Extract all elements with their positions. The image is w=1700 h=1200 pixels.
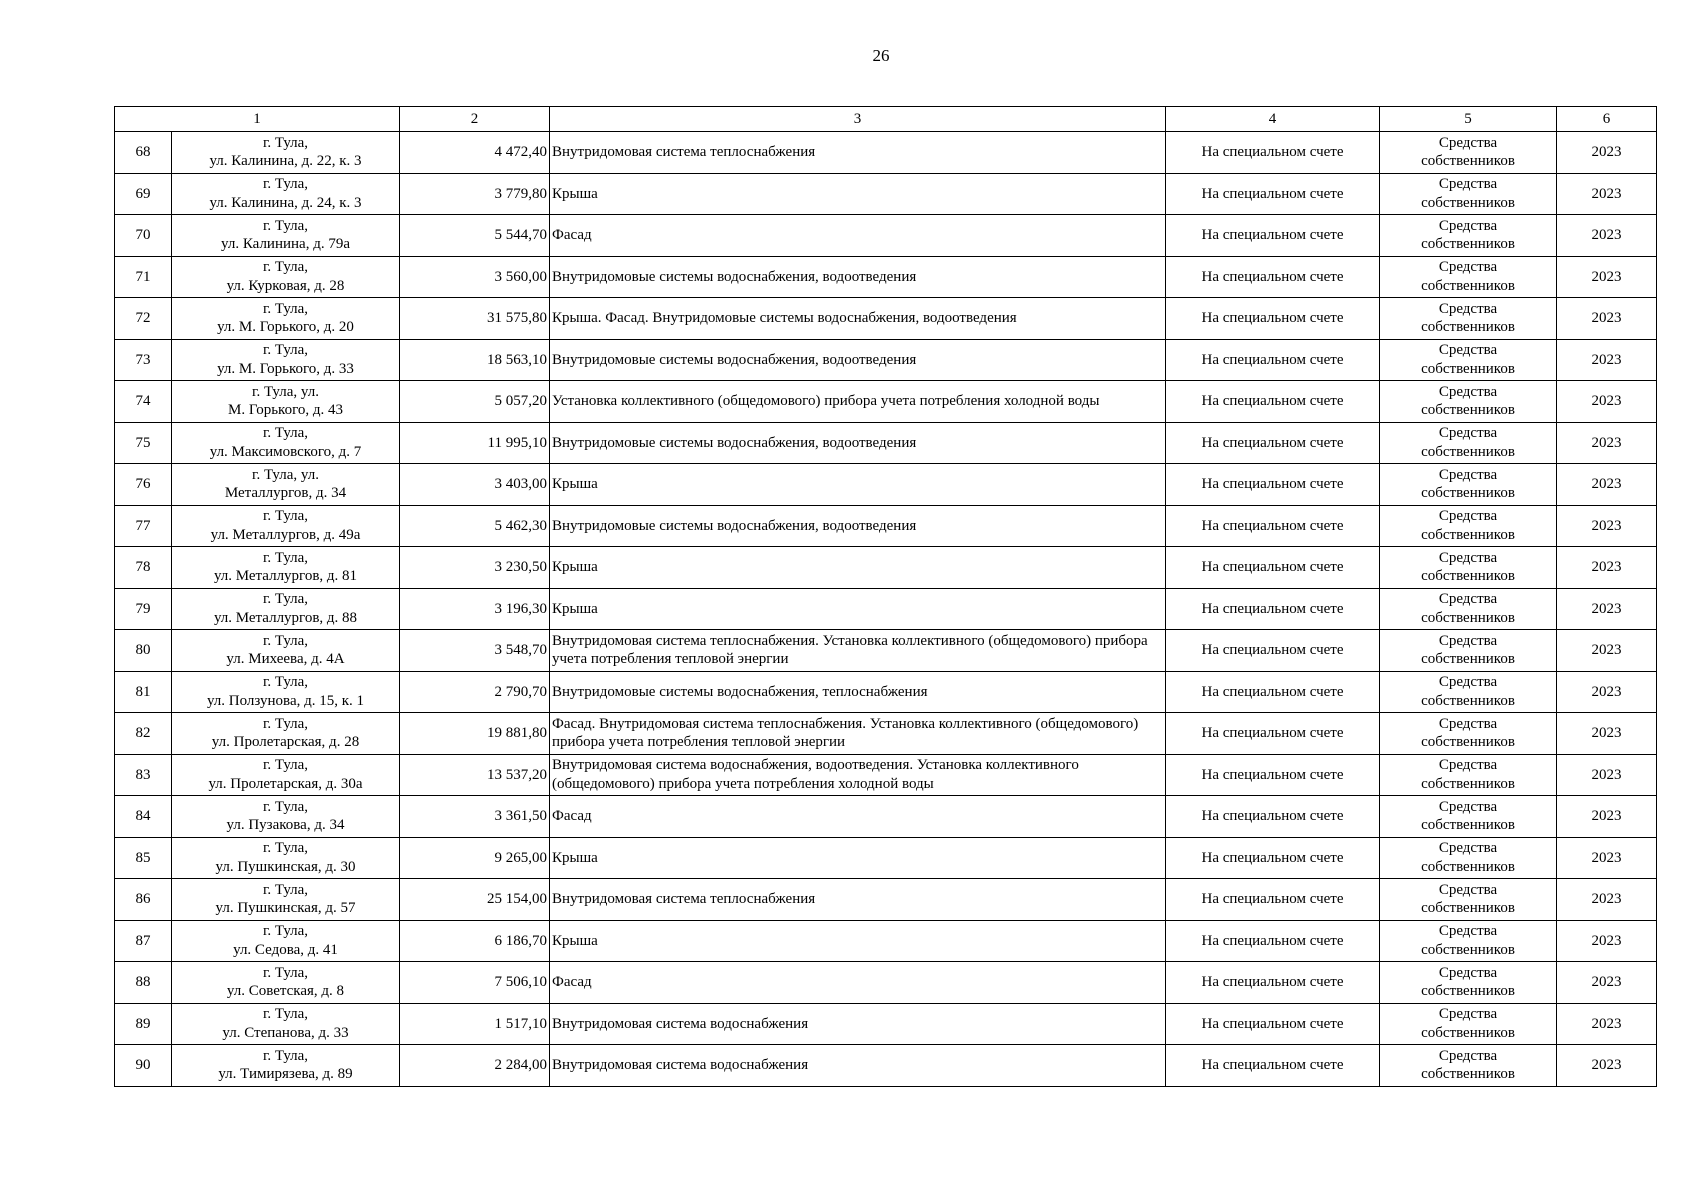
address-line-1: г. Тула, <box>262 342 309 359</box>
table-row <box>115 464 1657 506</box>
funding-source-line-1: Средства <box>1438 466 1498 483</box>
address-line-2: М. Горького, д. 43 <box>228 402 343 419</box>
funding-source-line-1: Средства <box>1438 300 1498 317</box>
address-cell <box>172 671 400 713</box>
column-header-4: 4 <box>1166 107 1380 132</box>
account-cell: На специальном счете <box>1166 588 1380 630</box>
address-line-1: г. Тула, <box>262 176 309 193</box>
address-cell <box>172 1003 400 1045</box>
funding-source-line-1: Средства <box>1438 674 1498 691</box>
address-line-2: ул. Седова, д. 41 <box>233 941 338 958</box>
table-row <box>115 754 1657 796</box>
work-type-cell: Установка коллективного (общедомового) прибора учета потребления холодной воды <box>550 381 1166 423</box>
work-type-cell: Крыша <box>550 173 1166 215</box>
account-cell: На специальном счете <box>1166 630 1380 672</box>
year-cell: 2023 <box>1557 256 1657 298</box>
table-row <box>115 1045 1657 1087</box>
funding-source-line-2: собственников <box>1421 360 1515 377</box>
funding-source-cell <box>1380 754 1557 796</box>
address-cell <box>172 215 400 257</box>
account-cell: На специальном счете <box>1166 215 1380 257</box>
account-cell: На специальном счете <box>1166 796 1380 838</box>
address-line-2: ул. Пролетарская, д. 30а <box>208 775 363 792</box>
table-row <box>115 132 1657 174</box>
address-cell <box>172 879 400 921</box>
address-cell <box>172 754 400 796</box>
account-cell: На специальном счете <box>1166 754 1380 796</box>
row-number: 81 <box>115 671 172 713</box>
work-type-cell: Внутридомовая система теплоснабжения <box>550 132 1166 174</box>
funding-source-line-2: собственников <box>1421 775 1515 792</box>
funding-source-cell <box>1380 381 1557 423</box>
funding-source-line-2: собственников <box>1421 651 1515 668</box>
cost-cell: 18 563,10 <box>400 339 550 381</box>
work-type-cell: Внутридомовая система теплоснабжения <box>550 879 1166 921</box>
funding-source-line-1: Средства <box>1438 715 1498 732</box>
address-line-2: ул. Пушкинская, д. 57 <box>215 900 356 917</box>
account-cell: На специальном счете <box>1166 920 1380 962</box>
address-line-1: г. Тула, <box>262 632 309 649</box>
address-line-2: ул. Металлургов, д. 49а <box>210 526 361 543</box>
row-number: 90 <box>115 1045 172 1087</box>
funding-source-line-1: Средства <box>1438 134 1498 151</box>
account-cell: На специальном счете <box>1166 298 1380 340</box>
year-cell: 2023 <box>1557 381 1657 423</box>
column-header-5: 5 <box>1380 107 1557 132</box>
address-line-2: ул. Металлургов, д. 88 <box>213 609 358 626</box>
row-number: 76 <box>115 464 172 506</box>
registry-table <box>114 106 1657 1087</box>
table-row <box>115 422 1657 464</box>
row-number: 78 <box>115 547 172 589</box>
row-number: 70 <box>115 215 172 257</box>
table-row <box>115 837 1657 879</box>
funding-source-line-1: Средства <box>1438 342 1498 359</box>
table-row <box>115 1003 1657 1045</box>
year-cell: 2023 <box>1557 132 1657 174</box>
funding-source-line-2: собственников <box>1421 485 1515 502</box>
account-cell: На специальном счете <box>1166 339 1380 381</box>
address-line-1: г. Тула, <box>262 674 309 691</box>
funding-source-line-1: Средства <box>1438 964 1498 981</box>
funding-source-line-1: Средства <box>1438 923 1498 940</box>
address-line-2: ул. Пролетарская, д. 28 <box>211 734 360 751</box>
cost-cell: 7 506,10 <box>400 962 550 1004</box>
address-line-1: г. Тула, ул. <box>252 466 319 483</box>
account-cell: На специальном счете <box>1166 505 1380 547</box>
row-number: 79 <box>115 588 172 630</box>
work-type-cell: Внутридомовая система водоснабжения <box>550 1045 1166 1087</box>
cost-cell: 3 230,50 <box>400 547 550 589</box>
address-cell <box>172 837 400 879</box>
account-cell: На специальном счете <box>1166 671 1380 713</box>
cost-cell: 2 284,00 <box>400 1045 550 1087</box>
address-line-2: ул. Калинина, д. 79а <box>221 236 350 253</box>
funding-source-cell <box>1380 464 1557 506</box>
funding-source-line-2: собственников <box>1421 319 1515 336</box>
row-number: 80 <box>115 630 172 672</box>
table-row <box>115 256 1657 298</box>
work-type-cell: Внутридомовые системы водоснабжения, водоотведения <box>550 256 1166 298</box>
row-number: 82 <box>115 713 172 755</box>
address-line-2: ул. Пузакова, д. 34 <box>226 817 345 834</box>
column-header-3: 3 <box>550 107 1166 132</box>
table-row <box>115 215 1657 257</box>
address-line-2: ул. Курковая, д. 28 <box>226 277 345 294</box>
cost-cell: 5 462,30 <box>400 505 550 547</box>
account-cell: На специальном счете <box>1166 1003 1380 1045</box>
funding-source-line-2: собственников <box>1421 568 1515 585</box>
address-cell <box>172 588 400 630</box>
address-line-1: г. Тула, <box>262 715 309 732</box>
funding-source-cell <box>1380 630 1557 672</box>
year-cell: 2023 <box>1557 837 1657 879</box>
cost-cell: 3 361,50 <box>400 796 550 838</box>
table-row <box>115 920 1657 962</box>
address-cell <box>172 132 400 174</box>
row-number: 87 <box>115 920 172 962</box>
year-cell: 2023 <box>1557 630 1657 672</box>
work-type-cell: Крыша. Фасад. Внутридомовые системы водоснабжения, водоотведения <box>550 298 1166 340</box>
address-cell <box>172 547 400 589</box>
row-number: 74 <box>115 381 172 423</box>
funding-source-cell <box>1380 837 1557 879</box>
address-line-1: г. Тула, <box>262 757 309 774</box>
address-line-1: г. Тула, <box>262 217 309 234</box>
funding-source-cell <box>1380 215 1557 257</box>
address-cell <box>172 796 400 838</box>
work-type-cell: Крыша <box>550 464 1166 506</box>
work-type-cell: Крыша <box>550 547 1166 589</box>
year-cell: 2023 <box>1557 713 1657 755</box>
funding-source-line-2: собственников <box>1421 858 1515 875</box>
funding-source-cell <box>1380 671 1557 713</box>
funding-source-line-1: Средства <box>1438 632 1498 649</box>
table-row <box>115 962 1657 1004</box>
address-cell <box>172 298 400 340</box>
funding-source-cell <box>1380 256 1557 298</box>
funding-source-line-1: Средства <box>1438 549 1498 566</box>
funding-source-line-2: собственников <box>1421 277 1515 294</box>
row-number: 71 <box>115 256 172 298</box>
row-number: 72 <box>115 298 172 340</box>
funding-source-line-2: собственников <box>1421 443 1515 460</box>
row-number: 89 <box>115 1003 172 1045</box>
address-line-2: ул. Пушкинская, д. 30 <box>215 858 356 875</box>
funding-source-line-1: Средства <box>1438 798 1498 815</box>
table-row <box>115 381 1657 423</box>
work-type-cell: Крыша <box>550 920 1166 962</box>
address-line-1: г. Тула, <box>262 508 309 525</box>
table-row <box>115 879 1657 921</box>
account-cell: На специальном счете <box>1166 256 1380 298</box>
table-row <box>115 173 1657 215</box>
table-row <box>115 796 1657 838</box>
funding-source-cell <box>1380 879 1557 921</box>
year-cell: 2023 <box>1557 505 1657 547</box>
address-cell <box>172 422 400 464</box>
column-header-6: 6 <box>1557 107 1657 132</box>
funding-source-cell <box>1380 505 1557 547</box>
funding-source-line-2: собственников <box>1421 692 1515 709</box>
address-line-2: ул. Тимирязева, д. 89 <box>218 1066 353 1083</box>
address-line-2: ул. Ползунова, д. 15, к. 1 <box>206 692 365 709</box>
work-type-cell: Внутридомовая система водоснабжения, водоотведения. Установка коллективного (общедомового) прибора учета потребления холодной воды <box>550 754 1166 796</box>
row-number: 84 <box>115 796 172 838</box>
row-number: 77 <box>115 505 172 547</box>
funding-source-line-2: собственников <box>1421 983 1515 1000</box>
table-row <box>115 339 1657 381</box>
funding-source-line-2: собственников <box>1421 734 1515 751</box>
cost-cell: 5 544,70 <box>400 215 550 257</box>
funding-source-line-1: Средства <box>1438 1006 1498 1023</box>
funding-source-line-2: собственников <box>1421 900 1515 917</box>
funding-source-cell <box>1380 1045 1557 1087</box>
address-line-1: г. Тула, <box>262 798 309 815</box>
work-type-cell: Крыша <box>550 837 1166 879</box>
funding-source-line-1: Средства <box>1438 176 1498 193</box>
page-number: 26 <box>872 46 890 65</box>
address-line-1: г. Тула, <box>262 964 309 981</box>
funding-source-cell <box>1380 422 1557 464</box>
header-row <box>115 107 1657 132</box>
work-type-cell: Внутридомовая система водоснабжения <box>550 1003 1166 1045</box>
address-cell <box>172 1045 400 1087</box>
funding-source-line-2: собственников <box>1421 526 1515 543</box>
row-number: 75 <box>115 422 172 464</box>
address-cell <box>172 920 400 962</box>
year-cell: 2023 <box>1557 547 1657 589</box>
address-cell <box>172 630 400 672</box>
account-cell: На специальном счете <box>1166 547 1380 589</box>
year-cell: 2023 <box>1557 339 1657 381</box>
work-type-cell: Внутридомовые системы водоснабжения, водоотведения <box>550 422 1166 464</box>
address-line-1: г. Тула, <box>262 591 309 608</box>
year-cell: 2023 <box>1557 588 1657 630</box>
address-cell <box>172 339 400 381</box>
year-cell: 2023 <box>1557 754 1657 796</box>
address-line-1: г. Тула, <box>262 1047 309 1064</box>
address-line-1: г. Тула, <box>262 425 309 442</box>
work-type-cell: Крыша <box>550 588 1166 630</box>
work-type-cell: Фасад <box>550 962 1166 1004</box>
funding-source-line-2: собственников <box>1421 609 1515 626</box>
address-line-2: ул. М. Горького, д. 33 <box>217 360 354 377</box>
funding-source-line-1: Средства <box>1438 840 1498 857</box>
work-type-cell: Внутридомовые системы водоснабжения, теплоснабжения <box>550 671 1166 713</box>
funding-source-line-2: собственников <box>1421 817 1515 834</box>
column-header-2: 2 <box>400 107 550 132</box>
table-row <box>115 588 1657 630</box>
address-cell <box>172 505 400 547</box>
year-cell: 2023 <box>1557 422 1657 464</box>
funding-source-line-1: Средства <box>1438 508 1498 525</box>
address-line-1: г. Тула, <box>262 300 309 317</box>
funding-source-cell <box>1380 298 1557 340</box>
address-cell <box>172 381 400 423</box>
row-number: 86 <box>115 879 172 921</box>
table-row <box>115 713 1657 755</box>
row-number: 69 <box>115 173 172 215</box>
table-row <box>115 630 1657 672</box>
funding-source-line-2: собственников <box>1421 1066 1515 1083</box>
table-header <box>115 107 1657 132</box>
address-line-2: ул. Калинина, д. 22, к. 3 <box>209 153 362 170</box>
address-cell <box>172 713 400 755</box>
cost-cell: 31 575,80 <box>400 298 550 340</box>
address-line-1: г. Тула, <box>262 549 309 566</box>
address-cell <box>172 962 400 1004</box>
address-line-2: ул. Максимовского, д. 7 <box>209 443 362 460</box>
cost-cell: 6 186,70 <box>400 920 550 962</box>
account-cell: На специальном счете <box>1166 713 1380 755</box>
address-line-2: ул. Металлургов, д. 81 <box>213 568 358 585</box>
cost-cell: 3 403,00 <box>400 464 550 506</box>
year-cell: 2023 <box>1557 796 1657 838</box>
cost-cell: 5 057,20 <box>400 381 550 423</box>
funding-source-line-2: собственников <box>1421 1024 1515 1041</box>
year-cell: 2023 <box>1557 920 1657 962</box>
cost-cell: 3 548,70 <box>400 630 550 672</box>
year-cell: 2023 <box>1557 671 1657 713</box>
address-line-1: г. Тула, ул. <box>252 383 319 400</box>
work-type-cell: Фасад <box>550 215 1166 257</box>
work-type-cell: Внутридомовые системы водоснабжения, водоотведения <box>550 339 1166 381</box>
year-cell: 2023 <box>1557 879 1657 921</box>
address-line-2: ул. Калинина, д. 24, к. 3 <box>209 194 362 211</box>
address-line-1: г. Тула, <box>262 881 309 898</box>
table-body <box>115 132 1657 1087</box>
table-row <box>115 298 1657 340</box>
cost-cell: 4 472,40 <box>400 132 550 174</box>
account-cell: На специальном счете <box>1166 132 1380 174</box>
cost-cell: 3 196,30 <box>400 588 550 630</box>
work-type-cell: Фасад. Внутридомовая система теплоснабжения. Установка коллективного (общедомового) прибора учета потребления тепловой энергии <box>550 713 1166 755</box>
funding-source-line-2: собственников <box>1421 194 1515 211</box>
address-line-2: ул. Михеева, д. 4А <box>226 651 345 668</box>
cost-cell: 25 154,00 <box>400 879 550 921</box>
year-cell: 2023 <box>1557 215 1657 257</box>
table-row <box>115 547 1657 589</box>
year-cell: 2023 <box>1557 173 1657 215</box>
account-cell: На специальном счете <box>1166 422 1380 464</box>
funding-source-cell <box>1380 547 1557 589</box>
funding-source-line-1: Средства <box>1438 217 1498 234</box>
account-cell: На специальном счете <box>1166 879 1380 921</box>
row-number: 73 <box>115 339 172 381</box>
cost-cell: 11 995,10 <box>400 422 550 464</box>
funding-source-cell <box>1380 339 1557 381</box>
cost-cell: 1 517,10 <box>400 1003 550 1045</box>
year-cell: 2023 <box>1557 298 1657 340</box>
funding-source-line-1: Средства <box>1438 259 1498 276</box>
cost-cell: 19 881,80 <box>400 713 550 755</box>
address-line-1: г. Тула, <box>262 840 309 857</box>
funding-source-line-1: Средства <box>1438 757 1498 774</box>
funding-source-cell <box>1380 1003 1557 1045</box>
account-cell: На специальном счете <box>1166 1045 1380 1087</box>
funding-source-cell <box>1380 132 1557 174</box>
cost-cell: 13 537,20 <box>400 754 550 796</box>
account-cell: На специальном счете <box>1166 464 1380 506</box>
cost-cell: 2 790,70 <box>400 671 550 713</box>
account-cell: На специальном счете <box>1166 381 1380 423</box>
cost-cell: 9 265,00 <box>400 837 550 879</box>
address-line-2: ул. Степанова, д. 33 <box>222 1024 349 1041</box>
table-row <box>115 671 1657 713</box>
row-number: 85 <box>115 837 172 879</box>
funding-source-cell <box>1380 796 1557 838</box>
funding-source-line-1: Средства <box>1438 383 1498 400</box>
funding-source-cell <box>1380 588 1557 630</box>
funding-source-cell <box>1380 713 1557 755</box>
address-cell <box>172 256 400 298</box>
funding-source-line-1: Средства <box>1438 881 1498 898</box>
work-type-cell: Внутридомовая система теплоснабжения. Установка коллективного (общедомового) прибора учета потребления тепловой энергии <box>550 630 1166 672</box>
cost-cell: 3 560,00 <box>400 256 550 298</box>
table-row <box>115 505 1657 547</box>
address-line-2: ул. Советская, д. 8 <box>226 983 345 1000</box>
funding-source-cell <box>1380 920 1557 962</box>
funding-source-line-2: собственников <box>1421 941 1515 958</box>
address-cell <box>172 464 400 506</box>
funding-source-line-2: собственников <box>1421 402 1515 419</box>
funding-source-line-2: собственников <box>1421 153 1515 170</box>
funding-source-line-2: собственников <box>1421 236 1515 253</box>
work-type-cell: Фасад <box>550 796 1166 838</box>
row-number: 88 <box>115 962 172 1004</box>
year-cell: 2023 <box>1557 962 1657 1004</box>
year-cell: 2023 <box>1557 1003 1657 1045</box>
column-header-1: 1 <box>115 107 400 132</box>
row-number: 68 <box>115 132 172 174</box>
funding-source-line-1: Средства <box>1438 591 1498 608</box>
cost-cell: 3 779,80 <box>400 173 550 215</box>
row-number: 83 <box>115 754 172 796</box>
address-line-1: г. Тула, <box>262 1006 309 1023</box>
account-cell: На специальном счете <box>1166 173 1380 215</box>
funding-source-line-1: Средства <box>1438 425 1498 442</box>
funding-source-cell <box>1380 173 1557 215</box>
account-cell: На специальном счете <box>1166 962 1380 1004</box>
address-line-2: Металлургов, д. 34 <box>224 485 347 502</box>
address-line-1: г. Тула, <box>262 134 309 151</box>
funding-source-cell <box>1380 962 1557 1004</box>
address-line-2: ул. М. Горького, д. 20 <box>217 319 354 336</box>
address-line-1: г. Тула, <box>262 923 309 940</box>
funding-source-line-1: Средства <box>1438 1047 1498 1064</box>
year-cell: 2023 <box>1557 464 1657 506</box>
address-cell <box>172 173 400 215</box>
work-type-cell: Внутридомовые системы водоснабжения, водоотведения <box>550 505 1166 547</box>
account-cell: На специальном счете <box>1166 837 1380 879</box>
address-line-1: г. Тула, <box>262 259 309 276</box>
year-cell: 2023 <box>1557 1045 1657 1087</box>
